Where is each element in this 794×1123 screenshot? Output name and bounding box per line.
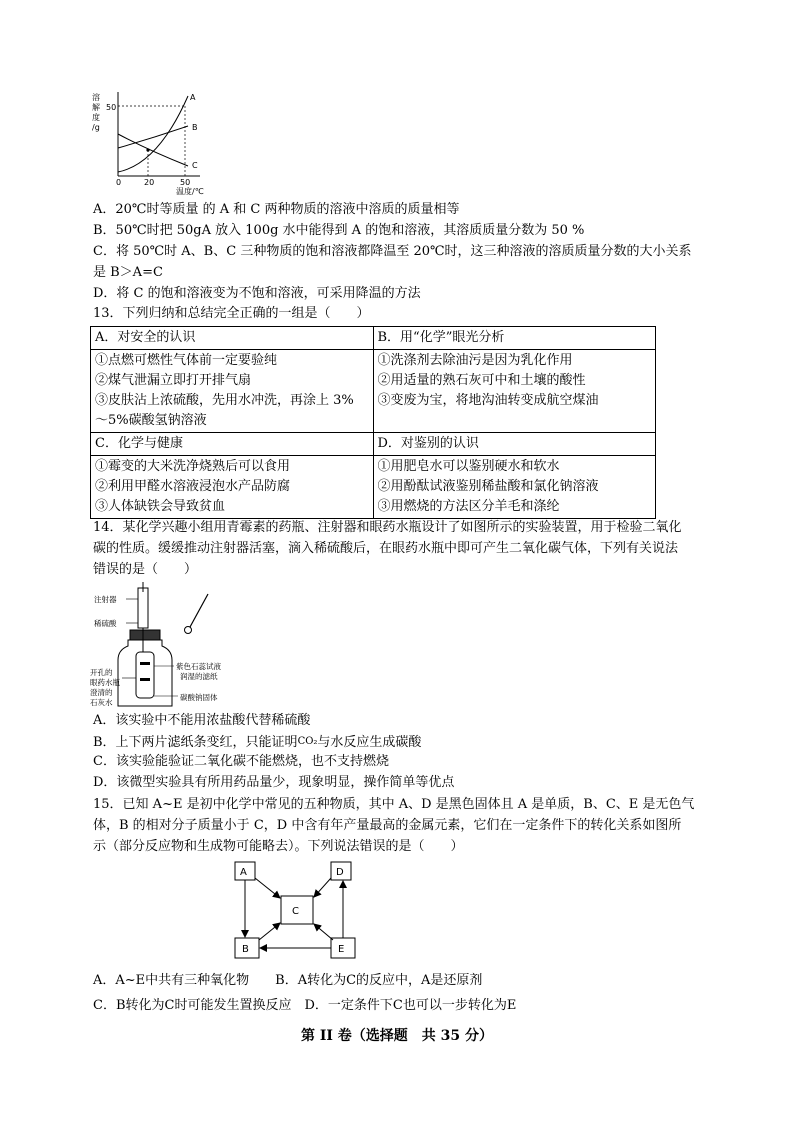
- node-d-label: D: [336, 867, 344, 878]
- curve-a: [118, 96, 188, 172]
- q13-c-items: ①霉变的大米洗净烧熟后可以食用 ②利用甲醛水溶液浸泡水产品防腐 ③人体缺铁会导致贫血: [91, 456, 374, 519]
- q13-b-head: B．用“化学”眼光分析: [373, 327, 656, 350]
- graph-y-tick: 50: [106, 103, 117, 112]
- curve-label-a: A: [190, 93, 196, 102]
- q15-stem-line1: 15．已知 A~E 是初中化学中常见的五种物质，其中 A、D 是黑色固体且 A 是单质，B、C、E 是无色气: [93, 797, 695, 812]
- q12-option-c-line2: 是 B＞A=C: [93, 265, 163, 280]
- graph-ylabel-3: 度: [92, 113, 100, 122]
- graph-ylabel-2: 解: [92, 103, 100, 112]
- curve-label-c: C: [192, 161, 198, 170]
- q14-stem-line3: 错误的是（ ）: [93, 562, 198, 577]
- curve-c: [118, 134, 188, 166]
- label-solid: 碳酸钠固体: [180, 693, 218, 702]
- q14-option-c: C．该实验能验证二氧化碳不能燃烧，也不支持燃烧: [93, 754, 389, 769]
- q15-stem-line2: 体，B 的相对分子质量小于 C，D 中含有年产量最高的金属元素，它们在一定条件下的转化关系如图所: [93, 818, 682, 833]
- section-title: 第 II 卷（选择题 共 35 分）: [300, 1028, 494, 1044]
- graph-x-tick-50: 50: [180, 178, 191, 187]
- graph-intersection: [146, 148, 149, 151]
- q14-apparatus: [88, 582, 328, 710]
- curve-b: [118, 126, 188, 148]
- q13-table: [90, 326, 656, 519]
- graph-x-tick-20: 20: [144, 178, 155, 187]
- match-stick: [190, 594, 208, 627]
- q13-d-items: ①用肥皂水可以鉴别硬水和软水 ②用酚酞试液鉴别稀盐酸和氯化钠溶液 ③用燃烧的方法区分羊毛和涤纶: [373, 456, 656, 519]
- q13-c-head: C．化学与健康: [91, 433, 374, 456]
- arrow-b-c: [259, 923, 280, 940]
- label-bottle-1: 开孔的: [90, 668, 113, 677]
- q13-stem: 13．下列归纳和总结完全正确的一组是（ ）: [93, 306, 370, 321]
- match-flame: [185, 627, 192, 634]
- solubility-graph: [88, 88, 228, 198]
- stopper: [130, 630, 160, 640]
- paper-strip-top: [140, 662, 150, 665]
- label-paper-2: 润湿的滤纸: [180, 672, 218, 681]
- q15-diagram: [225, 858, 365, 966]
- paper-strip-bottom: [140, 678, 150, 681]
- label-syringe: 注射器: [94, 595, 117, 604]
- q14-stem-line1: 14．某化学兴趣小组用青霉素的药瓶、注射器和眼药水瓶设计了如图所示的实验装置，用于检验二氧化: [93, 520, 682, 535]
- q13-a-items: ①点燃可燃性气体前一定要验纯 ②煤气泄漏立即打开排气扇 ③皮肤沾上浓硫酸，先用水冲洗，再涂上 3% ～5%碳酸氢钠溶液: [91, 350, 374, 433]
- q13-d-head: D．对鉴别的认识: [373, 433, 656, 456]
- syringe-barrel: [138, 588, 148, 628]
- q13-b-items: ①洗涤剂去除油污是因为乳化作用 ②用适量的熟石灰可中和土壤的酸性 ③变废为宝，将地沟油转变成航空煤油: [373, 350, 656, 433]
- q14-stem-line2: 碳的性质。缓缓推动注射器活塞，滴入稀硫酸后，在眼药水瓶中即可产生二氧化碳气体，下列有关说法: [93, 541, 679, 556]
- q14-option-a: A．该实验中不能用浓盐酸代替稀硫酸: [93, 713, 311, 728]
- curve-label-b: B: [192, 123, 198, 132]
- co2-formula: CO₂: [297, 736, 318, 747]
- label-lime-2: 石灰水: [90, 698, 113, 707]
- graph-ylabel-4: /g: [92, 123, 100, 132]
- label-lime-1: 澄清的: [90, 688, 113, 697]
- node-c-label: C: [292, 906, 299, 917]
- q15-options-ab: A．A~E中共有三种氧化物 B．A转化为C的反应中，A是还原剂: [93, 973, 483, 988]
- graph-x-tick-0: 0: [116, 178, 122, 187]
- node-e-label: E: [338, 944, 345, 955]
- q12-option-b: B．50℃时把 50gA 放入 100g 水中能得到 A 的饱和溶液，其溶质质量分数为 50 %: [93, 223, 585, 238]
- label-acid: 稀硫酸: [94, 619, 117, 628]
- arrow-d-c: [314, 878, 331, 897]
- q12-option-a: A．20℃时等质量 的 A 和 C 两种物质的溶液中溶质的质量相等: [93, 202, 460, 217]
- q12-option-d: D．将 C 的饱和溶液变为不饱和溶液，可采用降温的方法: [93, 286, 421, 301]
- q14-option-b: B．上下两片滤纸条变红，只能证明CO₂与水反应生成碳酸: [93, 735, 422, 750]
- label-bottle-2: 眼药水瓶: [90, 678, 120, 687]
- arrow-e-c: [314, 924, 333, 940]
- q12-option-c-line1: C．将 50℃时 A、B、C 三种物质的饱和溶液都降温至 20℃时，这三种溶液的溶质质量分数的大小关系: [93, 244, 692, 259]
- label-paper-1: 紫色石蕊试液: [176, 662, 221, 671]
- node-b-label: B: [242, 944, 249, 955]
- inner-bottle: [136, 652, 154, 698]
- arrow-a-c: [255, 878, 280, 898]
- q13-a-head: A．对安全的认识: [91, 327, 374, 350]
- node-a-label: A: [240, 867, 247, 878]
- graph-ylabel-1: 溶: [92, 93, 100, 102]
- q14-option-d: D．该微型实验具有所用药品量少，现象明显，操作简单等优点: [93, 775, 455, 790]
- q15-options-cd: C．B转化为C时可能发生置换反应 D．一定条件下C也可以一步转化为E: [93, 998, 517, 1013]
- q15-stem-line3: 示（部分反应物和生成物可能略去）。下列说法错误的是（ ）: [93, 839, 464, 854]
- graph-xlabel: 温度/℃: [176, 187, 204, 196]
